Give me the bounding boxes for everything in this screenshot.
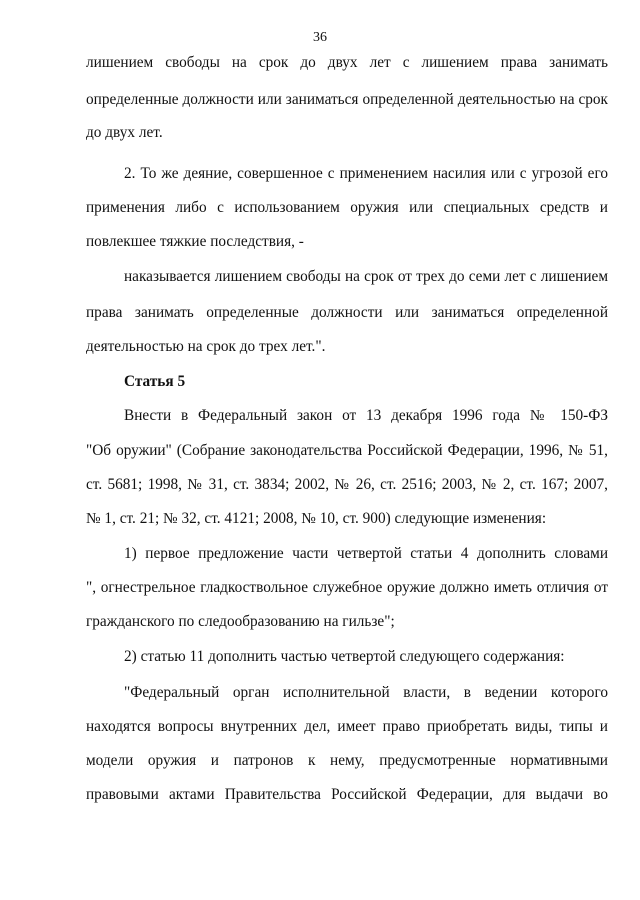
text-line: ст. 5681; 1998, № 31, ст. 3834; 2002, № 26, ст. 2516; 2003, № 2, ст. 167; 2007, bbox=[86, 476, 608, 493]
page-number: 36 bbox=[313, 30, 327, 45]
text-line: повлекшее тяжкие последствия, - bbox=[86, 233, 304, 250]
text-line: гражданского по следообразованию на гильзе"; bbox=[86, 613, 395, 630]
text-line: 2) статью 11 дополнить частью четвертой следующего содержания: bbox=[124, 648, 565, 665]
text-line: лишением свободы на срок до двух лет с лишением права занимать bbox=[86, 54, 608, 71]
text-line: до двух лет. bbox=[86, 124, 163, 141]
text-line: права занимать определенные должности или заниматься определенной bbox=[86, 304, 608, 321]
text-line: 1) первое предложение части четвертой статьи 4 дополнить словами bbox=[124, 545, 608, 562]
text-line: ", огнестрельное гладкоствольное служебное оружие должно иметь отличия от bbox=[86, 579, 608, 596]
text-line: № 1, ст. 21; № 32, ст. 4121; 2008, № 10, ст. 900) следующие изменения: bbox=[86, 510, 547, 527]
text-line: "Об оружии" (Собрание законодательства Российской Федерации, 1996, № 51, bbox=[86, 442, 608, 459]
text-line: 2. То же деяние, совершенное с применением насилия или с угрозой его bbox=[124, 165, 608, 182]
text-line: модели оружия и патронов к нему, предусмотренные нормативными bbox=[86, 752, 608, 769]
text-line: находятся вопросы внутренних дел, имеет право приобретать виды, типы и bbox=[86, 718, 608, 735]
text-line: наказывается лишением свободы на срок от трех до семи лет с лишением bbox=[124, 268, 608, 285]
text-line: деятельностью на срок до трех лет.". bbox=[86, 338, 326, 355]
article-heading: Статья 5 bbox=[124, 373, 186, 390]
text-line: применения либо с использованием оружия или специальных средств и bbox=[86, 199, 608, 216]
text-line: правовыми актами Правительства Российской Федерации, для выдачи во bbox=[86, 786, 608, 803]
text-line: определенные должности или заниматься определенной деятельностью на срок bbox=[86, 91, 608, 108]
text-line: "Федеральный орган исполнительной власти, в ведении которого bbox=[124, 684, 608, 701]
text-line: Внести в Федеральный закон от 13 декабря 1996 года № 150-ФЗ bbox=[124, 407, 608, 424]
